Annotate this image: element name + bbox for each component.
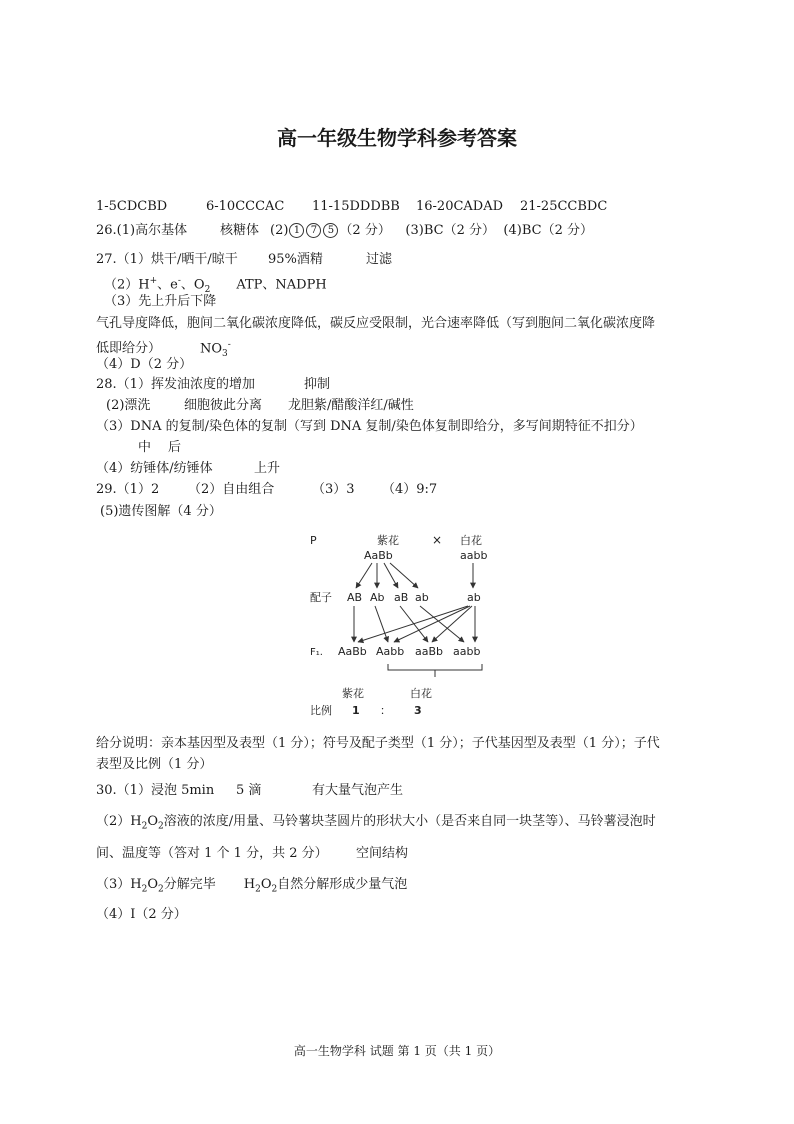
- q27-1c: 过滤: [366, 252, 393, 267]
- circled-number: 5: [323, 223, 338, 238]
- q30-4sub: 2: [141, 884, 148, 895]
- offspring-AaBb: AaBb: [338, 645, 367, 658]
- q28-line2: [106, 397, 414, 415]
- q30-4f: 自然分解形成少量气泡: [277, 877, 408, 892]
- q28-line4: [138, 439, 181, 457]
- ratio-colon: ：: [380, 704, 391, 717]
- q27-line1: [96, 251, 392, 269]
- q30-line4: [96, 876, 407, 899]
- grouping-bracket: [388, 664, 482, 677]
- mc-1-5: 1-5CDCBD: [96, 199, 168, 214]
- q29-1d: （4）9:7: [382, 482, 438, 497]
- offspring-Aabb: Aabb: [376, 645, 405, 658]
- q28-1a: 28.（1）挥发油浓度的增加: [96, 377, 255, 392]
- parent1-genotype: AaBb: [364, 549, 393, 562]
- cross-symbol: ×: [432, 533, 443, 547]
- q30-4a: （3）H: [96, 877, 142, 892]
- q30-2a: （2）H: [96, 814, 142, 829]
- phenotype-purple: 紫花: [342, 687, 364, 700]
- phenotype-white: 白花: [410, 687, 432, 700]
- q27-line6: （4）D（2 分）: [96, 357, 193, 372]
- purple-flower-label: 紫花: [377, 534, 399, 547]
- q28-2a: (2)漂洗: [106, 398, 151, 413]
- q28-4b: 后: [168, 440, 182, 455]
- q27-5sup: -: [227, 340, 231, 350]
- q26-part3: (3)BC（2 分）: [405, 223, 495, 238]
- q30-2sub2: 2: [158, 821, 164, 832]
- offspring-aaBb: aaBb: [415, 645, 444, 658]
- q27-2b: 、e: [157, 277, 178, 293]
- q26-part2-score: （2 分）: [339, 223, 391, 238]
- q27-line3: （3）先上升后下降: [104, 294, 217, 309]
- q26-part1: 26.(1)高尔基体: [96, 223, 188, 238]
- ratio-value-3: 3: [414, 704, 422, 717]
- q27-2sup1: +: [149, 276, 158, 286]
- q28-2c: 龙胆紫/醋酸洋红/碱性: [288, 398, 414, 413]
- q28-5b: 上升: [254, 461, 281, 476]
- white-flower-label: 白花: [460, 534, 482, 547]
- q30-1c: 有大量气泡产生: [312, 783, 404, 798]
- q27-5b: NO: [200, 341, 223, 357]
- q29-1b: （2）自由组合: [188, 482, 275, 497]
- q30-line2: [96, 813, 656, 836]
- q28-1b: 抑制: [304, 377, 331, 392]
- q29-line2: (5)遗传图解（4 分）: [100, 504, 222, 519]
- mc-16-20: 16-20CADAD: [416, 199, 504, 214]
- ratio-value-1: 1: [352, 704, 360, 717]
- q26-part2-label: (2): [270, 223, 289, 238]
- q30-line1: [96, 782, 403, 800]
- offspring-aabb: aabb: [453, 645, 481, 658]
- scoring-note-line1: 给分说明：亲本基因型及表型（1 分）；符号及配子类型（1 分）；子代基因型及表型（1 分）；子代: [96, 736, 660, 751]
- mc-answers: [96, 198, 607, 216]
- genetic-cross-diagram: [300, 528, 500, 723]
- scoring-note-line2: 表型及比例（1 分）: [96, 757, 213, 772]
- q27-5a: 低即给分）: [96, 341, 162, 357]
- q29-1a: 29.（1）2: [96, 482, 160, 497]
- mc-11-15: 11-15DDDBB: [312, 199, 400, 214]
- q30-4d: H: [243, 877, 256, 892]
- gamete-label: 配子: [310, 591, 332, 604]
- circled-number: 1: [289, 223, 304, 238]
- page-footer: 高一生物学科 试题 第 1 页（共 1 页）: [293, 1044, 501, 1058]
- q28-5a: （4）纺锤体/纺锤体: [96, 461, 213, 476]
- q30-1b: 5 滴: [236, 783, 262, 798]
- q28-4a: 中: [138, 440, 152, 455]
- q30-2b: O: [147, 814, 159, 829]
- q27-2a: （2）H: [104, 277, 150, 293]
- q30-1a: 30.（1）浸泡 5min: [96, 783, 215, 798]
- q30-4sub2: 2: [158, 884, 164, 895]
- q27-2sub: 2: [204, 284, 211, 295]
- page-title: 高一年级生物学科参考答案: [277, 126, 517, 150]
- q27-1b: 95%酒精: [268, 252, 323, 267]
- circled-number: 7: [306, 223, 321, 238]
- parent2-genotype: aabb: [460, 549, 488, 562]
- ratio-label: 比例: [310, 704, 332, 717]
- q26-part4: (4)BC（2 分）: [503, 223, 593, 238]
- q30-4c: 分解完毕: [163, 877, 216, 892]
- q27-5sub: 3: [222, 348, 228, 359]
- q28-line3: （3）DNA 的复制/染色体的复制（写到 DNA 复制/染色体复制即给分，多写间期特征不扣分）: [96, 419, 643, 434]
- q27-2c: 、O: [180, 277, 205, 293]
- q30-3b: 空间结构: [356, 846, 409, 861]
- q27-2d: ATP、NADPH: [236, 277, 327, 293]
- q30-2c: 溶液的浓度/用量、马铃薯块茎圆片的形状大小（是否来自同一块茎等）、马铃薯浸泡时: [163, 814, 656, 829]
- gamete-Ab: Ab: [370, 591, 385, 604]
- q30-4e: O: [260, 877, 272, 892]
- q30-4sub3: 2: [255, 884, 261, 895]
- gamete-ab-1: ab: [415, 591, 429, 604]
- q30-4b: O: [147, 877, 159, 892]
- q28-line5: [96, 460, 280, 478]
- q26-answers: [96, 222, 593, 240]
- gamete-AB: AB: [347, 591, 363, 604]
- q30-3a: 间、温度等（答对 1 个 1 分，共 2 分）: [96, 846, 328, 861]
- q30-2sub: 2: [141, 821, 148, 832]
- gamete-ab-2: ab: [467, 591, 481, 604]
- q30-4sub4: 2: [271, 884, 278, 895]
- q29-line1: [96, 481, 437, 499]
- q27-1a: 27.（1）烘干/晒干/晾干: [96, 252, 238, 267]
- gamete-aB: aB: [394, 591, 409, 604]
- q28-2b: 细胞彼此分离: [184, 398, 263, 413]
- q26-part1b: 核糖体: [220, 223, 260, 238]
- mc-21-25: 21-25CCBDC: [520, 199, 608, 214]
- f1-label: F₁.: [310, 647, 323, 658]
- p-label: P: [310, 534, 317, 547]
- q29-1c: （3）3: [312, 482, 355, 497]
- mc-6-10: 6-10CCCAC: [206, 199, 285, 214]
- q30-line5: （4）I（2 分）: [96, 907, 187, 922]
- q30-line3: [96, 845, 408, 863]
- q27-line4: 气孔导度降低，胞间二氧化碳浓度降低，碳反应受限制，光合速率降低（写到胞间二氧化碳浓度降: [96, 316, 656, 331]
- q28-line1: [96, 376, 330, 394]
- q27-2sup2: -: [177, 276, 181, 286]
